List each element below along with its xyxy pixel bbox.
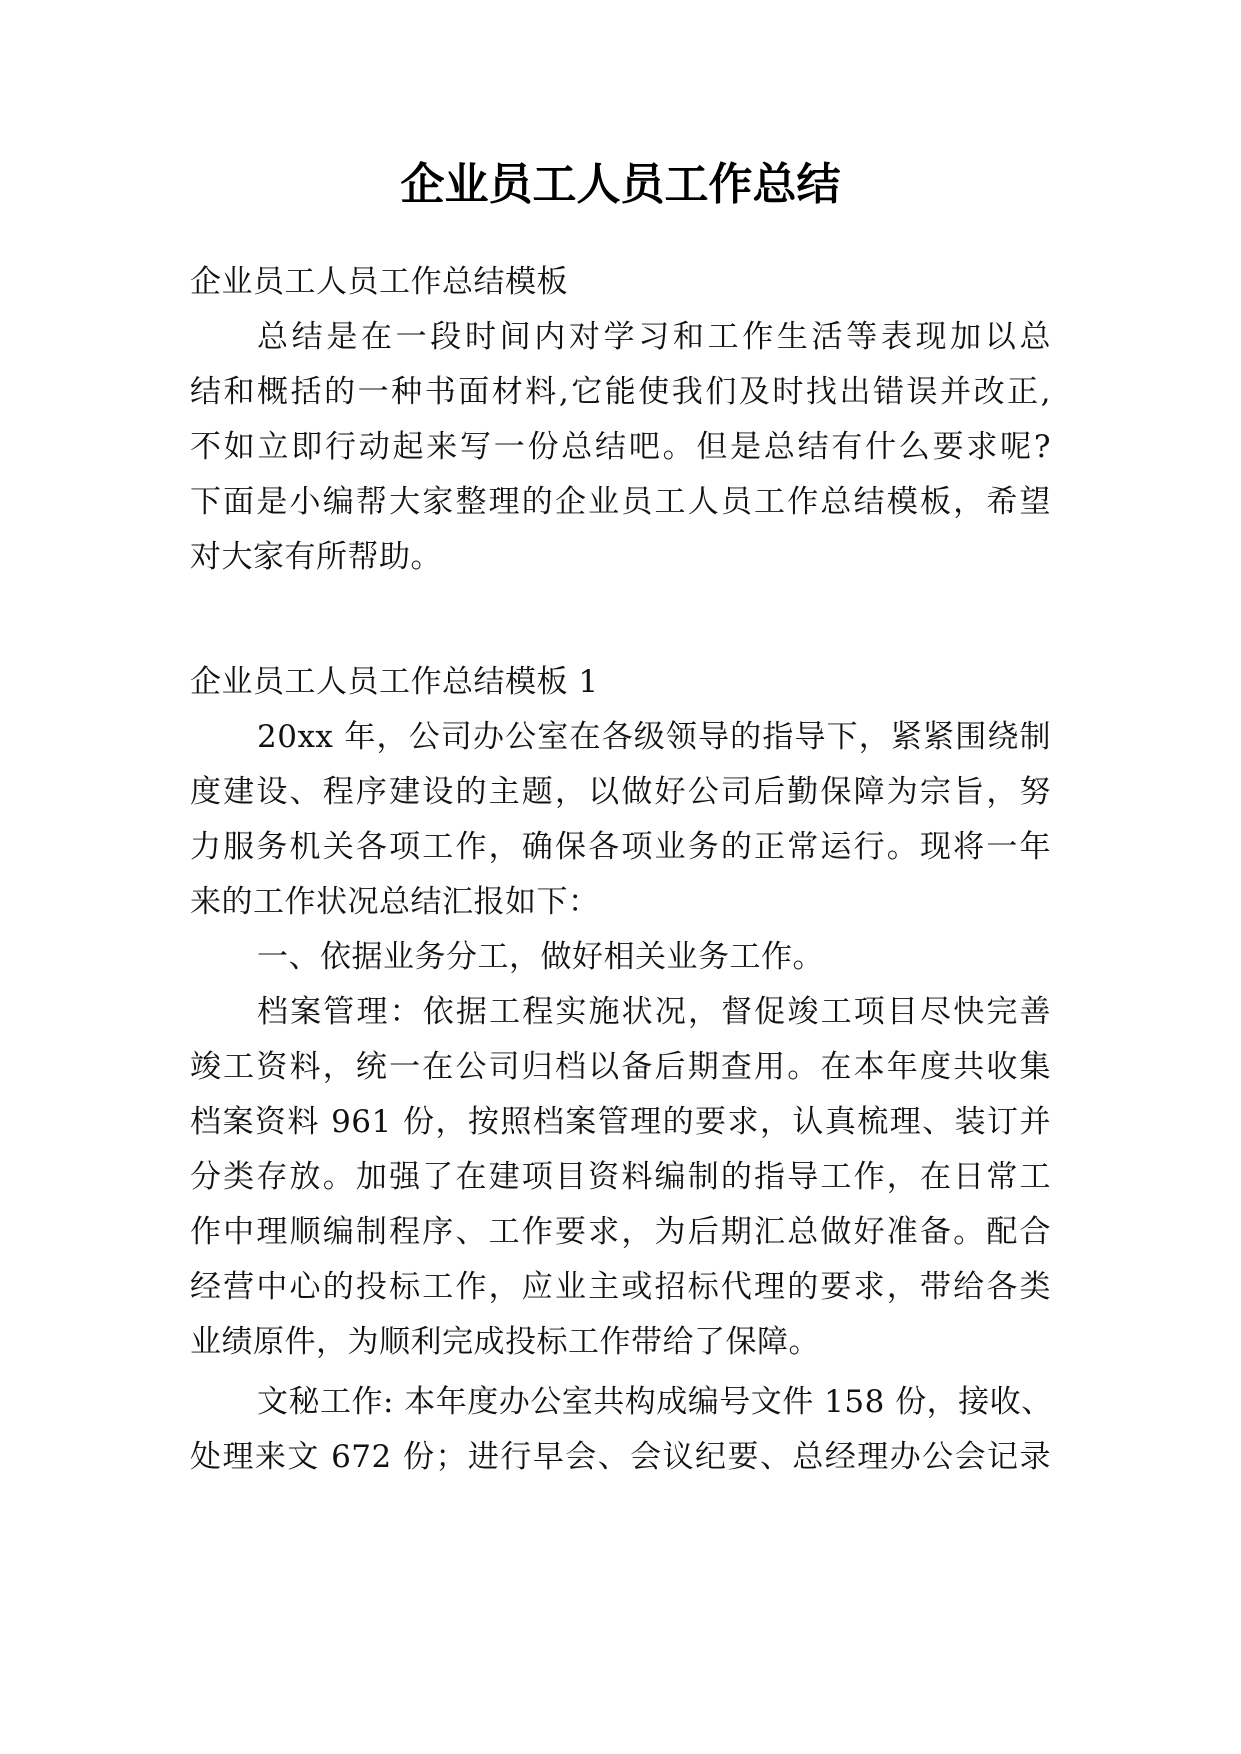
paragraph-line: 分类存放。加强了在建项目资料编制的指导工作，在日常工 [190, 1159, 1051, 1195]
paragraph-line: 作中理顺编制程序、工作要求，为后期汇总做好准备。配合 [190, 1214, 1051, 1250]
paragraph-line: 下面是小编帮大家整理的企业员工人员工作总结模板，希望 [190, 484, 1051, 520]
paragraph-line: 业绩原件，为顺利完成投标工作带给了保障。 [190, 1324, 820, 1360]
paragraph-line: 经营中心的投标工作，应业主或招标代理的要求，带给各类 [190, 1269, 1051, 1305]
paragraph-line: 总结是在一段时间内对学习和工作生活等表现加以总 [257, 319, 1051, 355]
paragraph-line: 档案资料 961 份，按照档案管理的要求，认真梳理、装订并 [190, 1104, 1051, 1140]
paragraph-line: 一、依据业务分工，做好相关业务工作。 [257, 939, 824, 975]
paragraph-line: 20xx 年，公司办公室在各级领导的指导下，紧紧围绕制 [257, 719, 1051, 755]
paragraph-line: 竣工资料，统一在公司归档以备后期查用。在本年度共收集 [190, 1049, 1051, 1085]
document-title: 企业员工人员工作总结 [400, 159, 841, 210]
paragraph-line: 力服务机关各项工作，确保各项业务的正常运行。现将一年 [190, 829, 1051, 865]
paragraph-line: 处理来文 672 份；进行早会、会议纪要、总经理办公会记录 [190, 1439, 1051, 1475]
section-heading-line: 企业员工人员工作总结模板 1 [190, 664, 599, 700]
paragraph-line: 度建设、程序建设的主题，以做好公司后勤保障为宗旨，努 [190, 774, 1051, 810]
subtitle-line: 企业员工人员工作总结模板 [190, 264, 568, 300]
paragraph-line: 来的工作状况总结汇报如下： [190, 884, 600, 920]
paragraph-line: 不如立即行动起来写一份总结吧。但是总结有什么要求呢? [190, 429, 1051, 465]
paragraph-line: 结和概括的一种书面材料,它能使我们及时找出错误并改正, [190, 374, 1051, 410]
paragraph-line: 文秘工作: 本年度办公室共构成编号文件 158 份，接收、 [257, 1384, 1053, 1420]
paragraph-line: 对大家有所帮助。 [190, 539, 442, 575]
paragraph-line: 档案管理：依据工程实施状况，督促竣工项目尽快完善 [257, 994, 1051, 1030]
